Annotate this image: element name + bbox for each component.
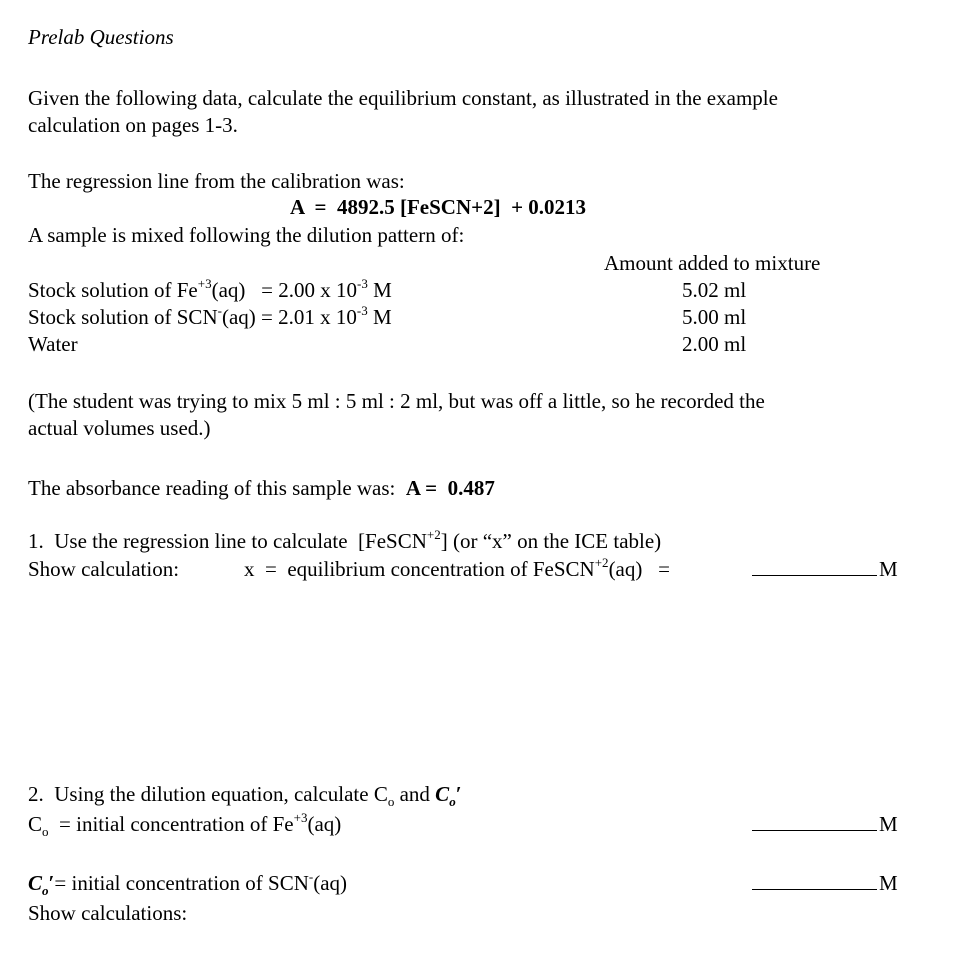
q1-text: 1. Use the regression line to calculate [FeSCN: [28, 529, 427, 553]
unit: M: [879, 871, 898, 895]
answer-blank[interactable]: [752, 812, 877, 831]
aq: (aq): [307, 812, 342, 836]
row-water: Water: [28, 332, 78, 356]
absorbance-label: The absorbance reading of this sample was:: [28, 476, 396, 500]
absorbance-line: [28, 476, 495, 500]
title: Prelab Questions: [28, 25, 174, 49]
charge: +2: [594, 555, 609, 570]
q2-show-calc: Show calculations:: [28, 901, 188, 925]
amount-header: Amount added to mixture: [604, 251, 821, 275]
amount-fe: 5.02 ml: [682, 278, 747, 302]
exponent: -3: [357, 276, 368, 291]
q2-co-prime-line: [28, 871, 347, 903]
prime: ′: [455, 782, 462, 806]
charge: +2: [426, 527, 441, 542]
question-1: [28, 529, 661, 553]
row-conc: (aq) = 2.01 x 10: [221, 305, 357, 329]
dilution-label: A sample is mixed following the dilution pattern of:: [28, 223, 465, 247]
q1-text-end: ] (or “x” on the ICE table): [440, 529, 662, 553]
q1-eq-end: (aq) =: [608, 557, 670, 581]
amount-scn: 5.00 ml: [682, 305, 747, 329]
charge: +3: [197, 276, 212, 291]
unit: M: [879, 557, 898, 581]
regression-label: The regression line from the calibration was:: [28, 169, 405, 193]
note-line-1: (The student was trying to mix 5 ml : 5 ml : 2 ml, but was off a little, so he recorded the: [28, 389, 765, 413]
row-label: Stock solution of Fe: [28, 278, 198, 302]
unit: M: [879, 812, 898, 836]
question-2: [28, 782, 462, 814]
co-prime-text: = initial concentration of SCN: [54, 871, 309, 895]
subscript: o: [387, 794, 395, 810]
q2-co-line: [28, 812, 341, 844]
absorbance-value: A = 0.487: [405, 476, 495, 500]
amount-water: 2.00 ml: [682, 332, 747, 356]
regression-equation: A = 4892.5 [FeSCN+2] + 0.0213: [290, 195, 587, 219]
q1-eq-text: x = equilibrium concentration of FeSCN: [244, 557, 595, 581]
row-label: Stock solution of SCN: [28, 305, 218, 329]
q2-co-prime-answer-field[interactable]: [752, 871, 898, 895]
exponent: -3: [356, 303, 368, 318]
subscript: o: [42, 883, 49, 899]
unit: M: [367, 305, 392, 329]
note-line-2: actual volumes used.): [28, 416, 211, 440]
q1-show-calc: Show calculation:: [28, 557, 180, 581]
row-fe: [28, 278, 392, 302]
prime: ′: [48, 871, 55, 895]
q2-and: and: [394, 782, 436, 806]
charge: -: [308, 869, 314, 884]
c-bold: C: [28, 871, 43, 895]
answer-blank[interactable]: [752, 557, 877, 576]
co-text: = initial concentration of Fe: [48, 812, 294, 836]
c-bold: C: [435, 782, 450, 806]
intro-line-1: Given the following data, calculate the equilibrium constant, as illustrated in the example: [28, 86, 778, 110]
q2-text: 2. Using the dilution equation, calculate C: [28, 782, 388, 806]
row-scn: [28, 305, 392, 329]
unit: M: [367, 278, 392, 302]
q1-answer-field[interactable]: [752, 557, 898, 581]
row-conc: (aq) = 2.00 x 10: [211, 278, 358, 302]
q2-co-answer-field[interactable]: [752, 812, 898, 836]
intro-line-2: calculation on pages 1-3.: [28, 113, 238, 137]
subscript: o: [449, 794, 456, 810]
subscript: o: [42, 824, 49, 840]
c: C: [28, 812, 43, 836]
answer-blank[interactable]: [752, 871, 877, 890]
charge: -: [217, 303, 222, 318]
q1-equation: [244, 557, 670, 581]
charge: +3: [293, 810, 308, 825]
aq: (aq): [313, 871, 348, 895]
